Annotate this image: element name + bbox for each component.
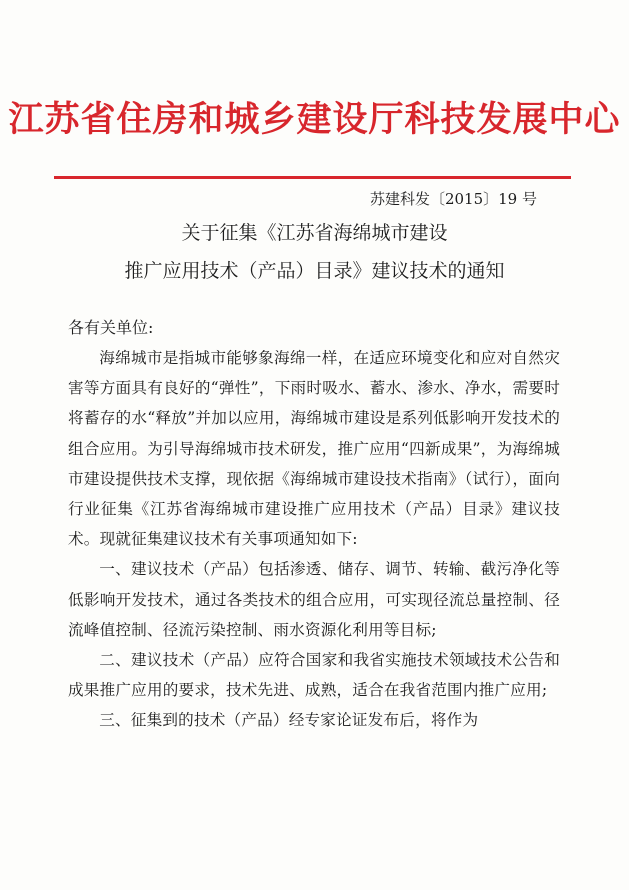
paragraph-item-2: 二、建议技术（产品）应符合国家和我省实施技术领域技术公告和成果推广应用的要求，技术先进、成熟，适合在我省范围内推广应用; — [68, 651, 560, 700]
subject-line-2: 推广应用技术（产品）目录》建议技术的通知 — [124, 260, 505, 282]
document-number: 苏建科发〔2015〕19 号 — [369, 190, 537, 208]
paragraph-item-1: 一、建议技术（产品）包括渗透、储存、调节、转输、截污净化等低影响开发技术，通过各类技术的组合应用，可实现径流总量控制、径流峰值控制、径流污染控制、雨水资源化利用等目标; — [68, 560, 560, 639]
body-text — [68, 343, 560, 736]
issuing-organization-title: 江苏省住房和城乡建设厅科技发展中心 — [8, 99, 621, 140]
subject-line-1: 关于征集《江苏省海绵城市建设 — [181, 222, 448, 244]
salutation: 各有关单位: — [68, 318, 154, 337]
paragraph-intro: 海绵城市是指城市能够象海绵一样，在适应环境变化和应对自然灾害等方面具有良好的“弹性”，下雨时吸水、蓄水、渗水、净水，需要时将蓄存的水“释放”并加以应用，海绵城市建设是系列低影响开发技术的组合应用。为引导海绵城市技术研发，推广应用“四新成果”，为海绵城市建设提供技术支撑，现依据《海绵城市建设技术指南》（试行），面向行业征集《江苏省海绵城市建设推广应用技术（产品）目录》建议技术。现就征集建议技术有关事项通知如下: — [68, 349, 560, 549]
red-header-rule — [54, 176, 571, 179]
paragraph-item-3: 三、征集到的技术（产品）经专家论证发布后，将作为 — [99, 711, 479, 730]
